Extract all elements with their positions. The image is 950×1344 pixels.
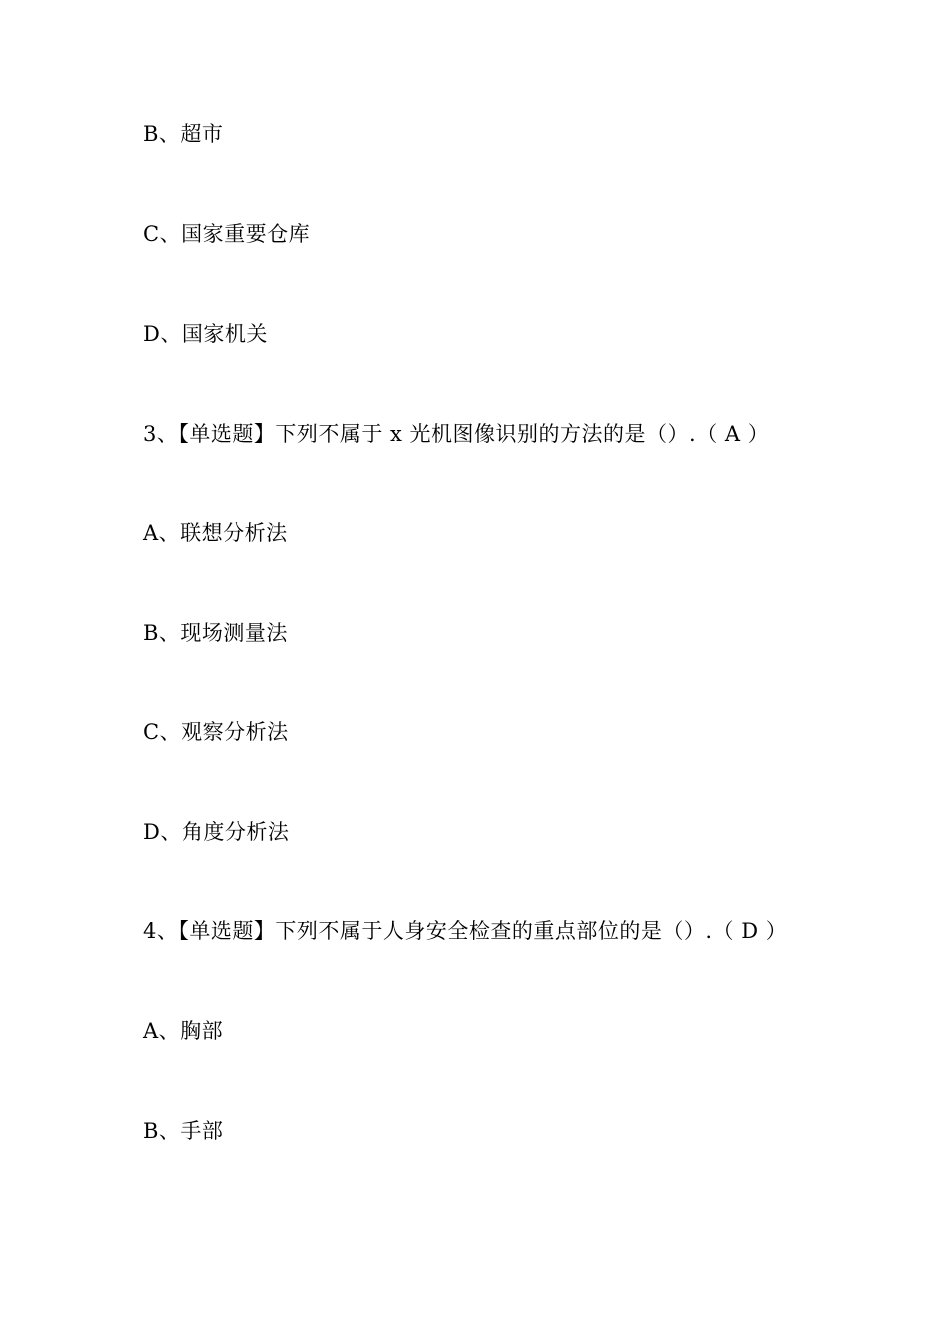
option-c-line: C、观察分析法 <box>143 720 289 744</box>
question-3: 3、【单选题】下列不属于 x 光机图像识别的方法的是（）.（ A ） <box>143 422 770 446</box>
option-b-line: B、超市 <box>143 122 224 146</box>
option-b-line: B、现场测量法 <box>143 621 288 645</box>
option-b-line: B、手部 <box>143 1119 224 1143</box>
option-c-line: C、国家重要仓库 <box>143 222 311 246</box>
option-a-line: A、联想分析法 <box>143 521 288 545</box>
option-d-line: D、角度分析法 <box>143 820 290 844</box>
option-d-line: D、国家机关 <box>143 322 268 346</box>
question-4: 4、【单选题】下列不属于人身安全检查的重点部位的是（）.（ D ） <box>143 919 788 943</box>
option-a-line: A、胸部 <box>143 1019 224 1043</box>
